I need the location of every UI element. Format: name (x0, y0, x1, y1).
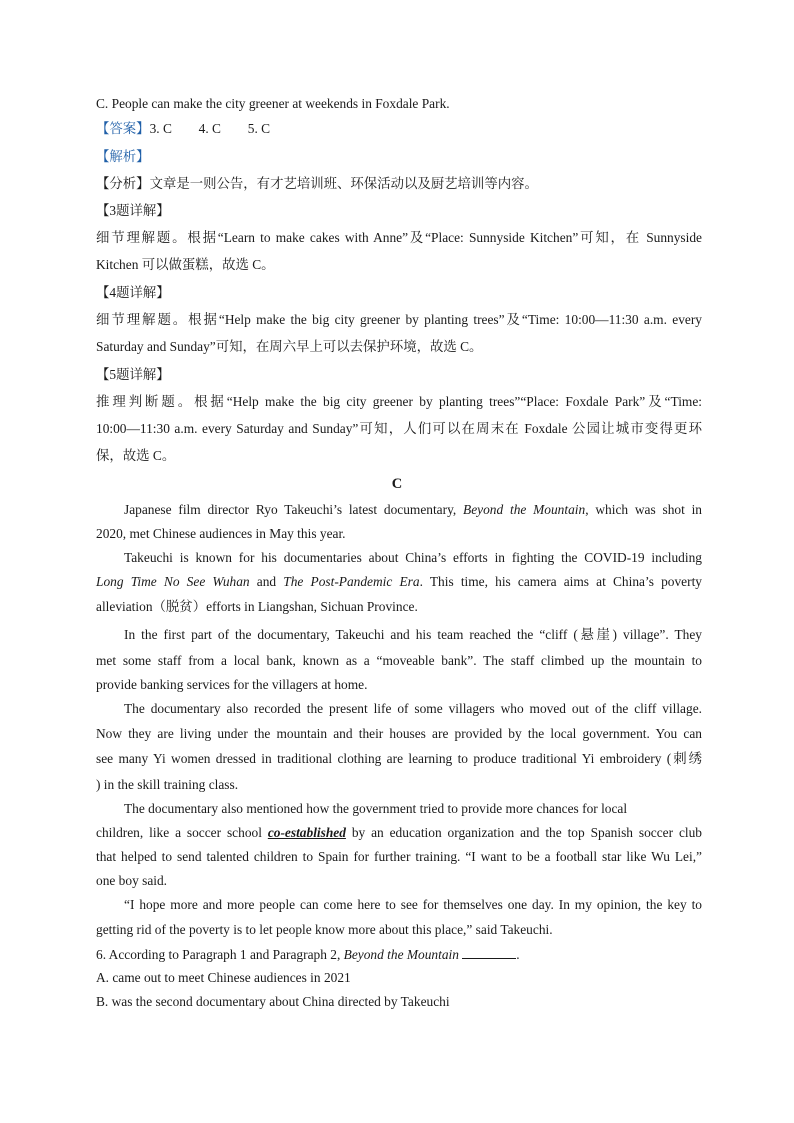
q4-explanation-line-1: 细节理解题。根据“Help make the big city greener by planting trees”及“Time: 10:00—11:30 a.m. every (96, 312, 702, 327)
question-text: 6. According to Paragraph 1 and Paragraph 2, (96, 947, 344, 962)
p2-text: . This time, his camera aims at China’s poverty (419, 574, 702, 589)
film-title: Beyond the Mountain (463, 502, 586, 517)
overview-text: 文章是一则公告，有才艺培训班、环保活动以及厨艺培训等内容。 (149, 176, 538, 191)
p5-line-4: one boy said. (96, 873, 168, 888)
passage-label: C (391, 476, 403, 492)
p4-line-4: ) in the skill training class. (96, 777, 239, 792)
answer-values: 3. C 4. C 5. C (149, 121, 271, 136)
p3-line-3: provide banking services for the villagers at home. (96, 677, 368, 692)
p5-text-end: by an education organization and the top Spanish soccer club (345, 825, 702, 840)
p5-line-2 (96, 825, 702, 841)
answer-line (96, 121, 702, 137)
p1-text: Japanese film director Ryo Takeuchi’s latest documentary, (124, 502, 464, 517)
p4-line-1: The documentary also recorded the present life of some villagers who moved out of the cliff village. (124, 701, 702, 716)
p6-line-1: “I hope more and more people can come here to see for themselves one day. In my opinion, the key to (124, 897, 702, 912)
p3-line-2: met some staff from a local bank, known as a “moveable bank”. The staff climbed up the mountain to (96, 653, 702, 668)
q5-tag: 【5题详解】 (96, 367, 170, 382)
option-b: B. was the second documentary about China directed by Takeuchi (96, 994, 450, 1009)
p5-text: children, like a soccer school (96, 825, 268, 840)
p2-line-3: alleviation（脱贫）efforts in Liangshan, Sichuan Province. (96, 599, 418, 614)
p4-line-3: see many Yi women dressed in traditional clothing are learning to produce traditional Yi embroidery (刺绣 (96, 751, 702, 766)
overview-tag: 【分析】 (96, 176, 150, 191)
q5-explanation-line-2: 10:00—11:30 a.m. every Saturday and Sunday”可知，人们可以在周末在 Foxdale 公园让城市变得更环 (96, 421, 702, 436)
p4-line-2: Now they are living under the mountain and their houses are provided by the local government. You can (96, 726, 702, 741)
p3-line-1: In the first part of the documentary, Takeuchi and his team reached the “cliff (悬崖) village”. They (124, 627, 702, 642)
q3-tag: 【3题详解】 (96, 203, 170, 218)
documentary-title-1: Long Time No See Wuhan (96, 574, 250, 589)
p1-text-end: , which was shot in (585, 502, 703, 517)
p2-line-2 (96, 574, 702, 590)
p5-line-3: that helped to send talented children to Spain for further training. “I want to be a football star like Wu Lei,” (96, 849, 702, 864)
conjunction: and (249, 574, 284, 589)
analysis-tag: 【解析】 (96, 149, 150, 164)
p6-line-2: getting rid of the poverty is to let people know more about this place,” said Takeuchi. (96, 922, 553, 937)
answer-tag: 【答案】 (96, 121, 150, 136)
overview-line (96, 176, 702, 192)
q5-explanation-line-3: 保，故选 C。 (96, 448, 176, 463)
option-a: A. came out to meet Chinese audiences in 2021 (96, 970, 351, 985)
underlined-word: co-established (267, 825, 346, 840)
previous-option-c: C. People can make the city greener at weekends in Foxdale Park. (96, 96, 450, 111)
question-6-stem (96, 946, 702, 963)
p5-line-1: The documentary also mentioned how the government tried to provide more chances for local (124, 801, 628, 816)
q5-explanation-line-1: 推理判断题。根据“Help make the big city greener by planting trees”“Place: Foxdale Park”及“Time: (96, 394, 702, 409)
p2-line-1: Takeuchi is known for his documentaries about China’s efforts in fighting the COVID-19 including (124, 550, 702, 565)
q4-explanation-line-2: Saturday and Sunday”可知，在周六早上可以去保护环境，故选 C。 (96, 339, 483, 354)
question-end: . (516, 947, 520, 962)
q3-explanation-line-1: 细节理解题。根据“Learn to make cakes with Anne”及“Place: Sunnyside Kitchen”可知，在 Sunnyside (96, 230, 702, 245)
question-title: Beyond the Mountain (343, 947, 459, 962)
documentary-title-2: The Post-Pandemic Era (283, 574, 420, 589)
p1-line-2: 2020, met Chinese audiences in May this year. (96, 526, 346, 541)
q3-explanation-line-2: Kitchen 可以做蛋糕，故选 C。 (96, 257, 275, 272)
q4-tag: 【4题详解】 (96, 285, 170, 300)
p1-line-1 (124, 502, 702, 518)
answer-blank (462, 946, 516, 959)
